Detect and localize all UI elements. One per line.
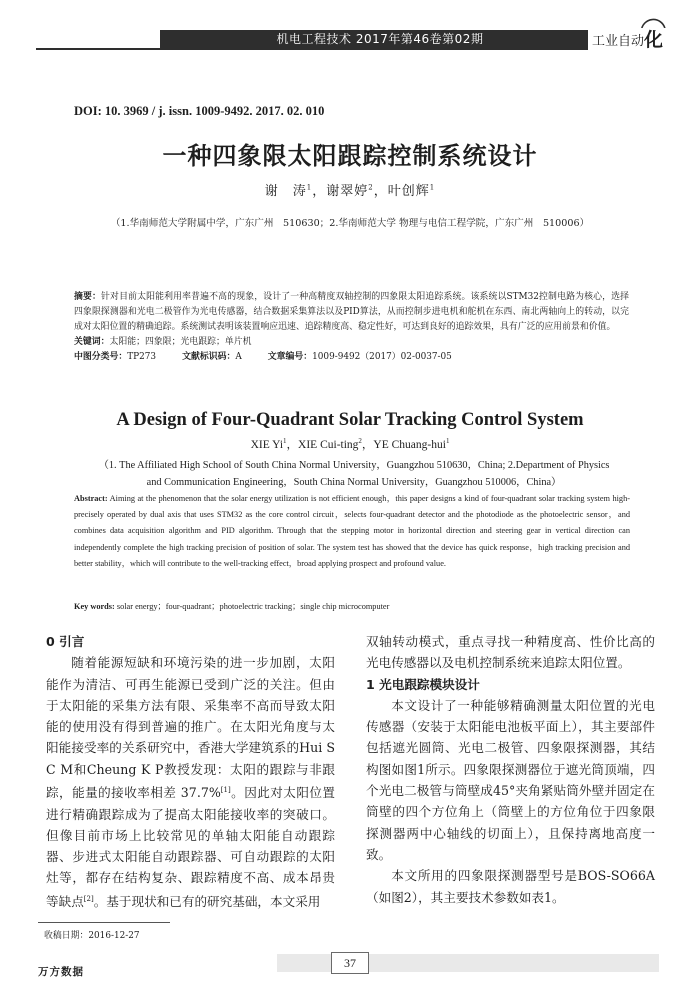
footnote-rule bbox=[38, 922, 170, 923]
author-name-en: XIE Cui-ting bbox=[298, 439, 359, 451]
body-column-right bbox=[366, 631, 655, 908]
abstract-cn-text: 针对目前太阳能利用率普遍不高的现象，设计了一种高精度双轴控制的四象限太阳追踪系统。该系统以STM32控制电路为核心，选择四象限探测器和光电二极管作为光电传感器，结合数据采集算法以及PID算法，从而控制步进电机和舵机在东西、南北两轴向上的转动，以完成对太阳位置的精确追踪。系统测试表明该装置响应迅速、追踪精度高、稳定性好，可达到良好的追踪效果，具有广泛的应用前景和价值。 bbox=[74, 292, 630, 333]
authors-cn: 谢 涛$^1$，谢翠婷$^2$，叶创辉$^1$ bbox=[264, 183, 436, 199]
abstract-en bbox=[74, 491, 630, 572]
page-number: 37 bbox=[331, 952, 369, 974]
body-column-left bbox=[46, 631, 335, 912]
keywords-cn-text: 太阳能；四象限；光电跟踪；单片机 bbox=[109, 337, 252, 347]
author-affil-sup: 2 bbox=[358, 437, 362, 446]
keywords-cn-label: 关键词： bbox=[74, 337, 110, 347]
author-affil-sup: 1 bbox=[283, 437, 287, 446]
clc-label: 中图分类号： bbox=[74, 352, 128, 362]
column-name-last-char: 化 bbox=[644, 29, 664, 51]
clc-value: TP273 bbox=[127, 352, 157, 362]
citation-2: [2] bbox=[83, 894, 94, 903]
article-no-value: 1009-9492（2017）02-0037-05 bbox=[312, 352, 452, 362]
abstract-en-text: Aiming at the phenomenon that the solar energy utilization is not efficient enough，this paper designs a kind of four-quadrant solar tracking system high-precisely operated by dual axis that uses STM32 as the core control circuit，selects four-quadrant detector and the photodiode as the photoelectric sensor，and combines data acquisition algorithm and PID algorithm. Through that the stepping motor in horizontal direction and steering gear in vertical direction can independently complete the high tracking precision of position of solar. The system test has showed that the device has quick response，high tracking precision and better stability，which will contribute to the well-tracking effect，broad applying prospect and profound value. bbox=[74, 494, 630, 568]
author-affil-sup: 1 bbox=[429, 183, 436, 192]
keywords-cn bbox=[74, 334, 252, 347]
citation-1: [1] bbox=[220, 786, 231, 795]
affiliation-en-line: and Communication Engineering，South China Normal University，Guangzhou 510006，China） bbox=[146, 477, 562, 488]
keywords-en-label: Key words: bbox=[74, 602, 115, 611]
abstract-cn bbox=[74, 290, 629, 336]
paragraph-text: 随着能源短缺和环境污染的进一步加剧，太阳能作为清洁、可再生能源已受到广泛的关注。但由于太阳能的采集方法有限、采集率不高而导致太阳能的使用没有得到普遍的推广。在太阳光角度与太阳能接受率的关系研究中，香港大学建筑系的Hui S C M和Cheung K P教授发现：太阳的跟踪与非跟踪，能量的接收率相差 37.7% bbox=[46, 655, 335, 801]
title-cn: 一种四象限太阳跟踪控制系统设计 bbox=[162, 141, 538, 170]
section-0-paragraph-1 bbox=[46, 652, 335, 912]
keywords-en bbox=[74, 600, 389, 612]
paragraph-text: 。因此对太阳位置进行精确跟踪成为了提高太阳能接收率的突破口。但像目前市场上比较常见的单轴太阳能自动跟踪器、步进式太阳能自动跟踪器、可自动跟踪的太阳灶等，都存在结构复杂、跟踪精度不高、成本昂贵等缺点 bbox=[46, 785, 335, 909]
author-affil-sup: 1 bbox=[445, 437, 450, 446]
author-name: 谢翠婷 bbox=[326, 184, 369, 199]
authors-en: XIE Yi$^1$，XIE Cui-ting$^2$，YE Chuang-hui$^1$ bbox=[250, 437, 450, 451]
author-name: 谢 涛 bbox=[264, 184, 307, 199]
column-name-prefix: 工业自动 bbox=[592, 34, 645, 49]
classification-row bbox=[74, 349, 452, 362]
author-name-en: XIE Yi bbox=[250, 439, 284, 451]
affiliation-cn: （1.华南师范大学附属中学，广东广州 510630；2.华南师范大学 物理与电信工程学院，广东广州 510006） bbox=[110, 218, 590, 229]
affiliation-en bbox=[84, 457, 624, 491]
author-affil-sup: 2 bbox=[368, 183, 374, 192]
title-en: A Design of Four-Quadrant Solar Tracking Control System bbox=[116, 410, 584, 430]
keywords-en-text: solar energy；four-quadrant；photoelectric tracking；single chip microcomputer bbox=[116, 602, 390, 611]
paragraph-text: 。基于现状和已有的研究基础，本文采用 bbox=[93, 893, 321, 909]
section-1-paragraph-1: 本文设计了一种能够精确测量太阳位置的光电传感器（安装于太阳能电池板平面上），其主要部件包括遮光圆筒、光电二极管、四象限探测器，其结构图如图1所示。四象限探测器位于遮光筒顶端，四个光电二极管与筒壁成45°夹角紧贴筒外壁并固定在筒壁的四个方位角上（筒壁上的方位角位于四象限探测器两中心轴线的切面上），且保持离地高度一致。 bbox=[366, 697, 655, 862]
author-affil-sup: 1 bbox=[306, 183, 313, 192]
received-date: 收稿日期：2016-12-27 bbox=[44, 931, 140, 941]
article-no-label: 文章编号： bbox=[267, 352, 313, 362]
doi: DOI: 10. 3969 / j. issn. 1009-9492. 2017. 02. 010 bbox=[74, 104, 325, 118]
journal-issue-banner: 机电工程技术 2017年第46卷第02期 bbox=[160, 30, 600, 49]
affiliation-en-line: （1. The Affiliated High School of South China Normal University，Guangzhou 510630，China; 2.Department of Physics bbox=[98, 460, 610, 471]
doc-code-value: A bbox=[235, 352, 242, 362]
section-1-paragraph-2: 本文所用的四象限探测器型号是BOS-SO66A（如图2），其主要技术参数如表1。 bbox=[366, 868, 655, 905]
abstract-en-label: Abstract: bbox=[74, 494, 108, 503]
section-0-heading: 0 引言 bbox=[46, 634, 85, 649]
doc-code-label: 文献标识码： bbox=[182, 352, 236, 362]
column-name bbox=[588, 28, 700, 50]
section-0-paragraph-1-continued: 双轴转动模式，重点寻找一种精度高、性价比高的光电传感器以及电机控制系统来追踪太阳位置。 bbox=[366, 634, 655, 671]
author-name: 叶创辉 bbox=[387, 184, 430, 199]
author-name-en: YE Chuang-hui bbox=[373, 439, 446, 451]
section-1-heading: 1 光电跟踪模块设计 bbox=[366, 676, 480, 692]
abstract-cn-label: 摘要： bbox=[74, 292, 102, 302]
wanfang-brand: 万方数据 bbox=[38, 966, 84, 978]
